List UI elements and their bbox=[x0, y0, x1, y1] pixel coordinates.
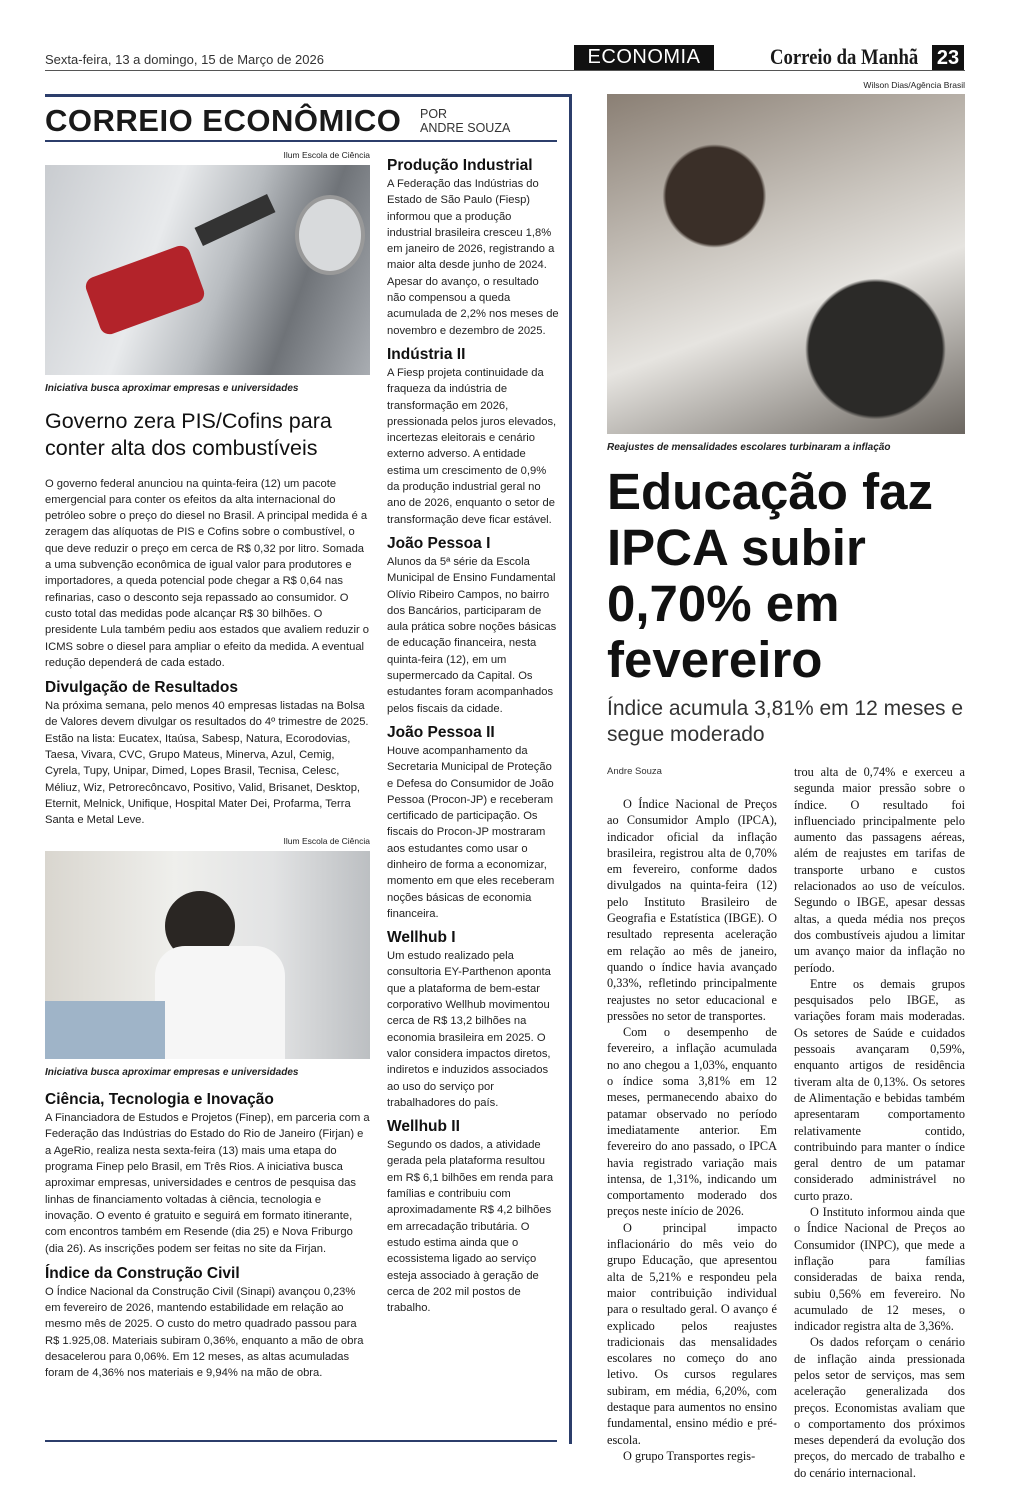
page-number: 23 bbox=[932, 45, 964, 71]
note-title: João Pessoa I bbox=[387, 534, 491, 552]
paragraph: O Índice Nacional de Preços ao Consumidor Amplo (IPCA), indicador oficial da inflação brasileira, registrou alta de 0,70% em fevereiro, conforme dados divulgados na quinta-feira (12) pelo Instituto Brasileiro de Geografia e Estatística (IBGE). O resultado representa aceleração em relação ao mês de janeiro, quando o índice havia avançado 0,33%, refletindo principalmente reajustes no setor educacional e pressões no setor de transportes. bbox=[607, 797, 777, 1023]
note-title: Produção Industrial bbox=[387, 157, 533, 174]
article-author: Andre Souza bbox=[607, 766, 662, 777]
subsection-title: Ciência, Tecnologia e Inovação bbox=[45, 1091, 274, 1109]
photo-credit: Ilum Escola de Ciência bbox=[283, 150, 370, 160]
column-box-top bbox=[45, 94, 572, 97]
article-column-1 bbox=[607, 796, 777, 1464]
main-subtitle: Índice acumula 3,81% em 12 meses e segue moderado bbox=[607, 697, 964, 746]
masthead-logo: Correio da Manhã bbox=[770, 44, 919, 69]
note-body: Um estudo realizado pela consultoria EY-Parthenon aponta que a plataforma de bem-estar corporativo Wellhub movimentou cerca de R$ 13,2 bilhões na economia brasileira em 2025. O valor considera impactos diretos, indiretos e induzidos associados ao uso do serviço por trabalhadores do país. bbox=[387, 950, 551, 1109]
article-column-2 bbox=[794, 764, 965, 1481]
paragraph: O principal impacto inflacionário do mês veio do grupo Educação, que apresentou alta de 5,21% e respondeu pela maior contribuição individual para o resultado geral. O avanço é explicado pelos reajustes tradicionais das mensalidades escolares no começo do ano letivo. Os cursos regulares subiram, em média, 6,20%, com destaque para aumentos no ensino fundamental, ensino médio e pré-escola. bbox=[607, 1220, 777, 1447]
article-body: O governo federal anunciou na quinta-feira (12) um pacote emergencial para conter os efeitos da alta internacional do petróleo sobre o preço do diesel no Brasil. A principal medida é a zeragem das alíquotas de PIS e Cofins sobre o combustível, o que deve reduzir o preço em cerca de R$ 0,32 por litro. Somada a uma subvenção econômica de igual valor para produtores e importadores, a queda potencial pode chegar a R$ 0,64 nas refinarias, caso o desconto seja repassado ao consumidor. O custo total das medidas pode alcançar R$ 30 bilhões. O presidente Lula também pediu aos estados que avaliem reduzir o ICMS sobre o diesel para ampliar o efeito da medida. A eventual redução dependerá de cada estado. bbox=[45, 477, 370, 669]
issue-date: Sexta-feira, 13 a domingo, 15 de Março de 2026 bbox=[45, 52, 324, 67]
photo-credit: Wilson Dias/Agência Brasil bbox=[863, 80, 965, 90]
photo-credit: Ilum Escola de Ciência bbox=[283, 835, 370, 846]
subsection-title: Índice da Construção Civil bbox=[45, 1264, 240, 1282]
column-title: CORREIO ECONÔMICO bbox=[45, 103, 402, 138]
column-box-right bbox=[569, 94, 572, 1444]
note-title: Wellhub I bbox=[387, 929, 456, 947]
photo-caption: Iniciativa busca aproximar empresas e universidades bbox=[45, 1066, 299, 1078]
byline-name: ANDRE SOUZA bbox=[420, 121, 511, 135]
subsection-body: A Financiadora de Estudos e Projetos (Finep), em parceria com a Federação das Indústrias do Estado do Rio de Janeiro (Firjan) e a AgeRio, realiza nesta sexta-feira (13) mais uma etapa do programa Finep pelo Brasil, em Três Rios. A iniciativa busca aproximar empresas, universidades e centros de pesquisa das linhas de financiamento voltadas à ciência, tecnologia e inovação. O evento é gratuito e seguirá em formato itinerante, com encontros também em Resende (dia 25) e Nova Friburgo (dia 26). As inscrições podem ser feitas no site da Firjan. bbox=[45, 1112, 370, 1255]
paragraph: O grupo Transportes regis- bbox=[623, 1448, 756, 1463]
photo-caption: Reajustes de mensalidades escolares turbinaram a inflação bbox=[607, 442, 891, 453]
byline-por: POR bbox=[420, 107, 448, 121]
laboratory-photo bbox=[45, 851, 370, 1059]
subsection-title: Divulgação de Resultados bbox=[45, 679, 238, 697]
photo-caption: Iniciativa busca aproximar empresas e universidades bbox=[45, 383, 299, 395]
note-title: João Pessoa II bbox=[387, 723, 495, 741]
students-photo bbox=[607, 94, 965, 434]
note-body: A Federação das Indústrias do Estado de São Paulo (Fiesp) informou que a produção industrial brasileira cresceu 1,8% em janeiro de 2026, registrando a maior alta desde junho de 2024. Apesar do avanço, o resultado não compensou a queda acumulada de 2,2% nos meses de novembro e dezembro de 2025. bbox=[387, 178, 559, 337]
paragraph: O Instituto informou ainda que o Índice Nacional de Preços ao Consumidor (INPC), que mede a inflação para famílias consideradas de baixa renda, subiu 0,56% em fevereiro. No acumulado de 12 meses, o indicador registra alta de 3,36%. bbox=[794, 1205, 965, 1334]
paragraph: Entre os demais grupos pesquisados pelo IBGE, as variações foram mais moderadas. Os setores de Saúde e cuidados pessoais avançaram 0,59%, enquanto artigos de residência tiveram alta de 0,13%. Os setores de Alimentação e bebidas também apresentaram comportamento relativamente contido, contribuindo para manter o índice geral dentro de um patamar considerado administrável no curto prazo. bbox=[794, 976, 965, 1203]
note-title: Wellhub II bbox=[387, 1118, 460, 1136]
column-box-bottom bbox=[45, 1440, 557, 1442]
note-title: Indústria II bbox=[387, 345, 466, 363]
paragraph: Os dados reforçam o cenário de inflação ainda pressionada pelos setor de serviços, mas sem aceleração generalizada dos preços. Economistas avaliam que o comportamento dos próximos meses dependerá da evolução dos preços, do mercado de trabalho e do cenário internacional. bbox=[794, 1335, 965, 1480]
note-body: Alunos da 5ª série da Escola Municipal de Ensino Fundamental Olívio Ribeiro Campos, no bairro dos Bancários, participaram de aula prática sobre noções básicas de educação financeira, nesta quinta-feira (12), em um supermercado da Capital. Os estudantes foram acompanhados pelos fiscais da cidade. bbox=[387, 555, 557, 715]
section-label: ECONOMIA bbox=[574, 45, 714, 70]
column-title-rule bbox=[45, 140, 557, 142]
middle-column bbox=[387, 156, 559, 1316]
main-photo-block bbox=[607, 80, 965, 453]
paragraph: trou alta de 0,74% e exerceu a segunda maior pressão sobre o índice. O resultado foi influenciado principalmente pelo aumento das passagens aéreas, além de reajustes em tarifas de transporte urbano e custos relacionados ao uso de veículos. Segundo o IBGE, apesar dessas altas, a queda média nos preços dos combustíveis ajudou a limitar um avanço maior da inflação no período. bbox=[794, 765, 965, 975]
left-column bbox=[45, 147, 370, 1382]
subsection-body: Na próxima semana, pelo menos 40 empresas listadas na Bolsa de Valores devem divulgar os resultados do 4º trimestre de 2025. Estão na lista: Eucatex, Itaúsa, Sabesp, Natura, Ecorodovias, Taesa, Vivara, CVC, Grupo Mateus, Minerva, Azul, Cemig, Cyrela, Tupy, Unipar, Dimed, Lopes Brasil, Tecnisa, Celesc, Méliuz, Wiz, Petrorecôncavo, Positivo, Valid, Brisanet, Desktop, Eternit, Melnick, Unifique, Hospital Mater Dei, Profarma, Terra Santa e Metal Leve. bbox=[45, 700, 369, 827]
paragraph: Com o desempenho de fevereiro, a inflação acumulada no ano chegou a 1,03%, enquanto o índice soma 3,81% em 12 meses, permanecendo abaixo do patamar observado no período imediatamente anterior. Em fevereiro do ano passado, o IPCA havia registrado variação mais intensa, de 1,31%, indicando um comportamento moderado dos preços neste início de 2026. bbox=[607, 1025, 777, 1219]
note-body: A Fiesp projeta continuidade da fraqueza da indústria de transformação em 2026, pressionada pelos juros elevados, incertezas eleitorais e cenário externo adverso. A entidade estima um crescimento de 0,9% da produção industrial geral no ano de 2026, enquanto o setor de transformação deve ficar estável. bbox=[387, 366, 557, 526]
header-rule bbox=[45, 70, 965, 71]
subsection-body: O Índice Nacional da Construção Civil (Sinapi) avançou 0,23% em fevereiro de 2026, mantendo estabilidade em relação ao mesmo mês de 2025. O custo do metro quadrado passou para R$ 1.925,08. Materiais subiram 0,36%, enquanto a mão de obra desacelerou para 0,06%. Em 12 meses, as altas acumuladas foram de 4,36% nos materiais e 9,94% na mão de obra. bbox=[45, 1285, 364, 1380]
note-body: Houve acompanhamento da Secretaria Municipal de Proteção e Defesa do Consumidor de João Pessoa (Procon-JP) e receberam certificado de participação. Os fiscais do Procon-JP mostraram aos estudantes como usar o dinheiro de forma a economizar, momento em que eles receberam noções básicas de economia financeira. bbox=[387, 744, 555, 920]
main-headline: Educação faz IPCA subir 0,70% em fevereiro bbox=[607, 463, 933, 688]
article-headline: Governo zera PIS/Cofins para conter alta dos combustíveis bbox=[45, 408, 332, 460]
note-body: Segundo os dados, a atividade gerada pela plataforma resultou em R$ 6,1 bilhões em renda para famílias e contribuiu com aproximadamente R$ 4,2 bilhões em arrecadação tributária. O estudo estima ainda que o ecossistema ligado ao serviço esteja associado à geração de cerca de 202 mil postos de trabalho. bbox=[387, 1139, 554, 1315]
fuel-pump-photo bbox=[45, 165, 370, 375]
column-byline bbox=[420, 107, 510, 135]
